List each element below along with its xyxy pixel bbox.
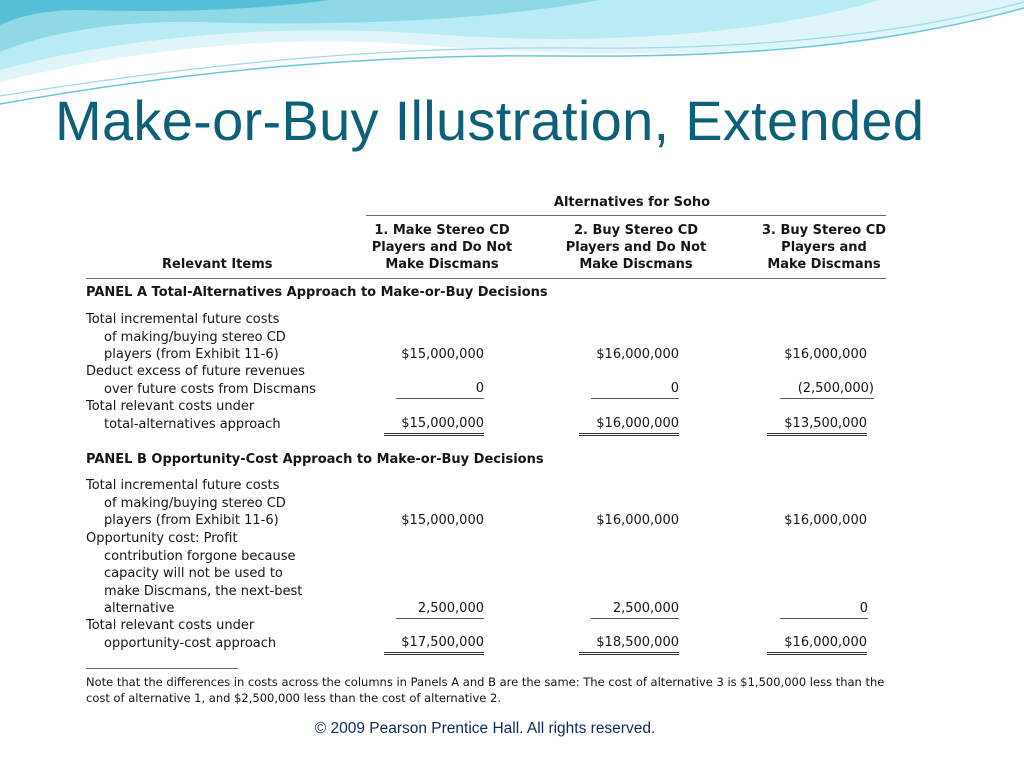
label-line: Total relevant costs under — [86, 618, 255, 633]
panel-b-row-2-value-2: 2,500,000 — [591, 600, 679, 619]
table-note: Note that the differences in costs across the columns in Panels A and B are the same: The cost of alternative 3 is $1,500,000 less than the cost of alternative 1, and $2,500,000 less than the cost of alternative 2. — [86, 675, 885, 705]
group-header: Alternatives for Soho — [553, 195, 711, 210]
label-line: Total incremental future costs — [86, 312, 280, 327]
slide-title: Make-or-Buy Illustration, Extended — [55, 89, 925, 152]
panel-a-row-3-value-1: $15,000,000 — [384, 415, 484, 436]
column-header-2-line: Make Discmans — [579, 257, 693, 272]
label-line: make Discmans, the next-best — [104, 583, 303, 599]
panel-a-row-3-value-3: $13,500,000 — [767, 415, 867, 436]
panel-b-row-1-label — [86, 477, 286, 530]
column-header-1-line: Players and Do Not — [371, 240, 513, 255]
group-header-rule — [366, 215, 886, 216]
panel-a-row-1-label — [86, 311, 286, 364]
panel-b-row-2-label — [86, 530, 302, 618]
panel-b-title: PANEL B Opportunity-Cost Approach to Make-or-Buy Decisions — [86, 452, 544, 467]
label-line: Total incremental future costs — [86, 478, 280, 493]
row-header: Relevant Items — [162, 257, 273, 272]
panel-a-title: PANEL A Total-Alternatives Approach to Make-or-Buy Decisions — [86, 285, 548, 300]
panel-b-row-3-value-3: $16,000,000 — [767, 634, 867, 655]
column-header-1-line: 1. Make Stereo CD — [374, 223, 510, 238]
panel-b-row-3-value-1: $17,500,000 — [384, 634, 484, 655]
column-header-3 — [738, 222, 910, 273]
panel-b-row-3-label — [86, 617, 276, 652]
make-or-buy-exhibit — [86, 192, 890, 712]
panel-a-row-1-value-2: $16,000,000 — [596, 347, 679, 362]
label-line: players (from Exhibit 11-6) — [104, 513, 279, 528]
panel-b-row-2-value-3: 0 — [780, 600, 868, 619]
label-line: over future costs from Discmans — [104, 381, 316, 397]
panel-b-row-1-value-2: $16,000,000 — [596, 513, 679, 528]
panel-a-row-3-label — [86, 398, 281, 433]
copyright-footer: © 2009 Pearson Prentice Hall. All rights reserved. — [314, 720, 656, 737]
panel-b-row-2-value-1: 2,500,000 — [396, 600, 484, 619]
note-rule — [86, 668, 238, 669]
label-line: players (from Exhibit 11-6) — [104, 347, 279, 362]
column-header-1-line: Make Discmans — [385, 257, 499, 272]
column-header-2 — [550, 222, 722, 273]
label-line: opportunity-cost approach — [104, 635, 277, 651]
label-line: Deduct excess of future revenues — [86, 364, 305, 379]
panel-a-row-1-value-3: $16,000,000 — [784, 347, 867, 362]
label-line: total-alternatives approach — [104, 416, 281, 432]
panel-b-row-1-value-1: $15,000,000 — [401, 513, 484, 528]
column-header-1 — [356, 222, 528, 273]
panel-a-row-2-label — [86, 363, 316, 398]
label-line: of making/buying stereo CD — [104, 495, 286, 511]
label-line: of making/buying stereo CD — [104, 329, 286, 345]
label-line: Total relevant costs under — [86, 399, 255, 414]
panel-b-row-3-value-2: $18,500,000 — [579, 634, 679, 655]
column-header-3-line: Make Discmans — [767, 257, 881, 272]
label-line: capacity will not be used to — [104, 566, 283, 581]
label-line: contribution forgone because — [104, 548, 296, 564]
column-header-2-line: Players and Do Not — [565, 240, 707, 255]
label-line: Opportunity cost: Profit — [86, 531, 238, 546]
panel-b-row-1-value-3: $16,000,000 — [784, 513, 867, 528]
label-line: alternative — [104, 601, 175, 616]
panel-a-row-2-value-3: (2,500,000) — [780, 380, 874, 399]
panel-a-row-3-value-2: $16,000,000 — [579, 415, 679, 436]
column-header-3-line: Players and — [781, 240, 867, 255]
header-rule — [86, 278, 886, 279]
panel-a-row-2-value-1: 0 — [396, 380, 484, 399]
column-header-3-line: 3. Buy Stereo CD — [761, 223, 887, 238]
panel-a-row-2-value-2: 0 — [591, 380, 679, 399]
panel-a-row-1-value-1: $15,000,000 — [401, 347, 484, 362]
column-header-2-line: 2. Buy Stereo CD — [573, 223, 699, 238]
